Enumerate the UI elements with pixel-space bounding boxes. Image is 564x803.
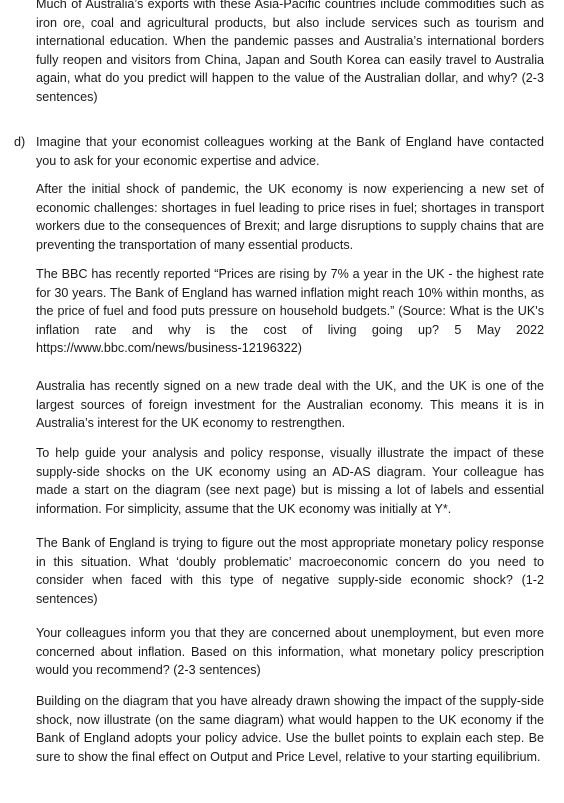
- policy-question-paragraph: Your colleagues inform you that they are concerned about unemployment, but even more concerned about inflation. Based on this information, what monetary policy prescription would you recommend? (2-3 sentences): [36, 626, 544, 678]
- bbc-quote-paragraph: The BBC has recently reported “Prices are rising by 7% a year in the UK - the highest rate for 30 years. The Bank of England has warned inflation might reach 10% within months, as the price of fuel and food puts pressure on household budgets.” (Source: What is the UK's inflation rate and why is the cost of living going up? 5 May 2022 https://www.bbc.com/news/business-12196322): [36, 267, 544, 356]
- dilemma-question-paragraph: The Bank of England is trying to figure out the most appropriate monetary policy response in this situation. What ‘doubly problematic’ macroeconomic concern do you need to consider when faced with this type of negative supply-side economic shock? (1-2 sentences): [36, 536, 544, 606]
- diagram-task-paragraph: To help guide your analysis and policy response, visually illustrate the impact of these supply-side shocks on the UK economy using an AD-AS diagram. Your colleague has made a start on the diagram (see next page) but is missing a lot of labels and essential information. For simplicity, assume that the UK economy was initially at Y*.: [36, 446, 544, 516]
- final-task-paragraph: Building on the diagram that you have already drawn showing the impact of the supply-side shock, now illustrate (on the same diagram) what would happen to the UK economy if the Bank of England adopts your policy advice. Use the bullet points to explain each step. Be sure to show the final effect on Output and Price Level, relative to your starting equilibrium.: [36, 694, 544, 764]
- part-c-continued-paragraph: Much of Australia’s exports with these Asia-Pacific countries include commodities such as iron ore, coal and agricultural products, but also include services such as tourism and international education. When the pandemic passes and Australia’s international borders fully reopen and visitors from China, Japan and South Korea can easily travel to Australia again, what do you predict will happen to the value of the Australian dollar, and why? (2-3 sentences): [36, 0, 544, 104]
- trade-deal-paragraph: Australia has recently signed on a new trade deal with the UK, and the UK is one of the largest sources of foreign investment for the Australian economy. This means it is in Australia’s interest for the UK economy to restrengthen.: [36, 379, 544, 431]
- part-d-marker: d): [14, 135, 26, 149]
- part-d-context-paragraph: After the initial shock of pandemic, the UK economy is now experiencing a new set of economic challenges: shortages in fuel leading to price rises in fuel; shortages in transport workers due to the consequences of Brexit; and large disruptions to supply chains that are preventing the transportation of many essential products.: [36, 182, 544, 252]
- part-d-intro-paragraph: Imagine that your economist colleagues working at the Bank of England have contacted you to ask for your economic expertise and advice.: [36, 135, 544, 168]
